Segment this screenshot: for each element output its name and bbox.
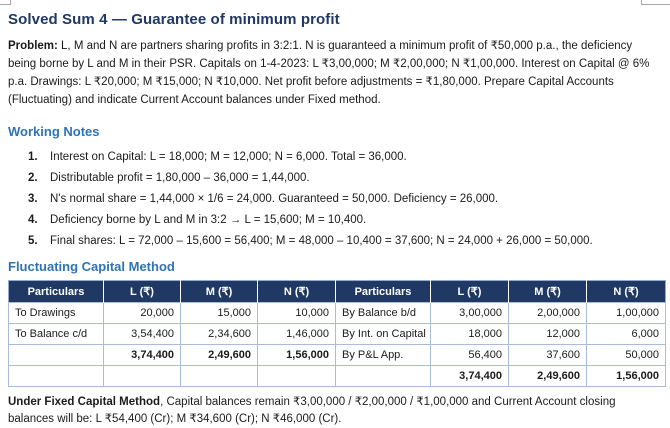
table-header-cell: M (₹) bbox=[181, 281, 258, 303]
table-header-cell: Particulars bbox=[9, 281, 104, 303]
page-title: Solved Sum 4 — Guarantee of minimum profit bbox=[8, 11, 340, 28]
table-cell: 56,400 bbox=[431, 345, 509, 366]
table-cell: 3,54,400 bbox=[104, 324, 181, 345]
working-notes-heading: Working Notes bbox=[8, 124, 100, 139]
fixed-method-note-text: , Capital balances remain ₹3,00,000 / ₹2,00,000 / ₹1,00,000 and Current Account closing balances will be: L ₹54,400 (Cr); M ₹34,600 (Cr); N ₹46,000 (Cr). bbox=[8, 396, 616, 425]
table-cell: 2,00,000 bbox=[509, 303, 587, 324]
table-cell-total: 1,56,000 bbox=[587, 366, 666, 387]
table-header-cell: L (₹) bbox=[104, 281, 181, 303]
table-cell: 18,000 bbox=[431, 324, 509, 345]
working-notes-list bbox=[8, 149, 662, 249]
table-cell-total: 3,74,400 bbox=[104, 345, 181, 366]
list-item-number: 4. bbox=[28, 214, 38, 226]
table-row bbox=[9, 366, 666, 387]
table-cell: To Drawings bbox=[9, 303, 104, 324]
table-header-cell: N (₹) bbox=[587, 281, 666, 303]
table-cell bbox=[336, 366, 431, 387]
table-header-cell: M (₹) bbox=[509, 281, 587, 303]
table-cell-total: 1,56,000 bbox=[258, 345, 336, 366]
table-cell bbox=[9, 345, 104, 366]
table-cell: 2,34,600 bbox=[181, 324, 258, 345]
table-row bbox=[9, 324, 666, 345]
list-item-text: Final shares: L = 72,000 – 15,600 = 56,400; M = 48,000 – 10,400 = 37,600; N = 24,000 + 26,000 = 50,000. bbox=[50, 235, 593, 247]
table-cell: 1,00,000 bbox=[587, 303, 666, 324]
table-cell: 1,46,000 bbox=[258, 324, 336, 345]
table-cell: By Balance b/d bbox=[336, 303, 431, 324]
table-cell: By P&L App. bbox=[336, 345, 431, 366]
table-header-row bbox=[9, 281, 666, 303]
fluctuating-capital-heading: Fluctuating Capital Method bbox=[8, 259, 175, 274]
table-row bbox=[9, 303, 666, 324]
problem-label: Problem: bbox=[8, 40, 58, 52]
list-item-number: 5. bbox=[28, 235, 38, 247]
list-item bbox=[8, 233, 658, 249]
list-item-text: Distributable profit = 1,80,000 – 36,000 = 1,44,000. bbox=[50, 172, 310, 184]
table-cell bbox=[181, 366, 258, 387]
table-header-cell: L (₹) bbox=[431, 281, 509, 303]
problem-text: L, M and N are partners sharing profits in 3:2:1. N is guaranteed a minimum profit of ₹50,000 p.a., the deficiency being borne by L and M in their PSR. Capitals on 1-4-2023: L ₹3,00,000; M ₹2,00,000; N ₹1,00,000. Interest on Capital @ 6% p.a. Drawings: L ₹20,000; M ₹15,000; N ₹10,000. Net profit before adjustments = ₹1,80,000. Prepare Capital Accounts (Fluctuating) and indicate Current Account balances under Fixed method. bbox=[8, 40, 650, 106]
table-cell bbox=[258, 366, 336, 387]
table-cell bbox=[104, 366, 181, 387]
cropped-border-fragment-right bbox=[641, 0, 670, 5]
problem-statement bbox=[8, 37, 662, 109]
table-cell: By Int. on Capital bbox=[336, 324, 431, 345]
list-item-number: 2. bbox=[28, 172, 38, 184]
table-cell: 3,00,000 bbox=[431, 303, 509, 324]
table-cell: 15,000 bbox=[181, 303, 258, 324]
table-cell-total: 3,74,400 bbox=[431, 366, 509, 387]
capital-accounts-table bbox=[8, 280, 666, 387]
list-item bbox=[8, 191, 658, 207]
table-cell: 6,000 bbox=[587, 324, 666, 345]
table-row bbox=[9, 345, 666, 366]
table-cell: 50,000 bbox=[587, 345, 666, 366]
table-cell-total: 2,49,600 bbox=[181, 345, 258, 366]
list-item bbox=[8, 170, 658, 186]
list-item bbox=[8, 212, 658, 228]
table-header-cell: N (₹) bbox=[258, 281, 336, 303]
fixed-method-note-lead: Under Fixed Capital Method bbox=[8, 396, 161, 408]
cropped-border-fragment-left bbox=[0, 0, 11, 5]
table-cell bbox=[9, 366, 104, 387]
table-cell: 37,600 bbox=[509, 345, 587, 366]
table-cell: 20,000 bbox=[104, 303, 181, 324]
list-item-number: 3. bbox=[28, 193, 38, 205]
list-item bbox=[8, 149, 658, 165]
table-cell-total: 2,49,600 bbox=[509, 366, 587, 387]
table-cell: 12,000 bbox=[509, 324, 587, 345]
list-item-text: Interest on Capital: L = 18,000; M = 12,000; N = 6,000. Total = 36,000. bbox=[50, 151, 407, 163]
list-item-number: 1. bbox=[28, 151, 38, 163]
table-cell: To Balance c/d bbox=[9, 324, 104, 345]
list-item-text: Deficiency borne by L and M in 3:2 → L = 15,600; M = 10,400. bbox=[50, 214, 367, 226]
table-header-cell: Particulars bbox=[336, 281, 431, 303]
table-cell: 10,000 bbox=[258, 303, 336, 324]
list-item-text: N's normal share = 1,44,000 × 1/6 = 24,000. Guaranteed = 50,000. Deficiency = 26,000. bbox=[50, 193, 499, 205]
